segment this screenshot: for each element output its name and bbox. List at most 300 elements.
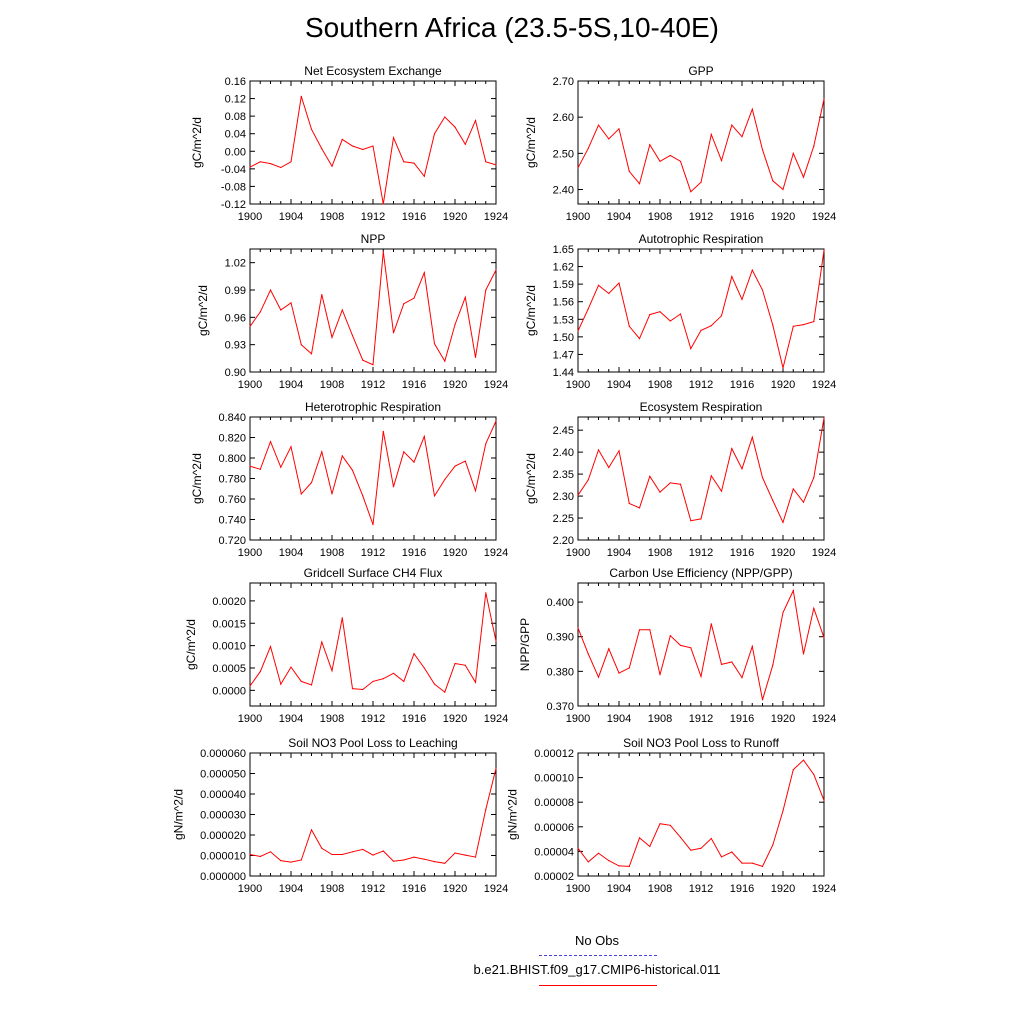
data-point (362, 849, 363, 850)
panel-title: Gridcell Surface CH4 Flux (303, 566, 443, 580)
x-tick-label: 1916 (401, 883, 427, 895)
y-tick-label: 0.0005 (212, 662, 246, 675)
data-point (465, 855, 466, 856)
x-tick-label: 1904 (606, 713, 632, 725)
x-tick-label: 1900 (565, 379, 591, 391)
x-tick-label: 1924 (811, 713, 837, 725)
x-tick-label: 1924 (483, 547, 509, 559)
data-point (444, 863, 445, 864)
x-tick-label: 1900 (237, 883, 263, 895)
data-point (270, 163, 271, 164)
y-axis-label: gC/m^2/d (190, 453, 204, 504)
data-point (413, 857, 414, 858)
panel-title: Autotrophic Respiration (638, 232, 764, 246)
data-point (342, 455, 343, 456)
x-tick-label: 1904 (278, 211, 304, 223)
x-tick-label: 1924 (483, 379, 509, 391)
data-point (608, 648, 609, 649)
x-tick-label: 1900 (237, 547, 263, 559)
data-point (680, 645, 681, 646)
data-point (639, 837, 640, 838)
data-point (321, 451, 322, 452)
data-point (772, 325, 773, 326)
data-point (752, 646, 753, 647)
y-tick-label: 0.000040 (200, 789, 246, 801)
x-tick-label: 1924 (811, 547, 837, 559)
data-point (639, 629, 640, 630)
data-point (711, 838, 712, 839)
x-tick-label: 1908 (647, 547, 673, 559)
data-point (670, 825, 671, 826)
data-point (649, 629, 650, 630)
data-point (649, 846, 650, 847)
y-tick-label: 2.20 (552, 535, 574, 547)
y-tick-label: 2.25 (552, 513, 574, 526)
data-point (731, 125, 732, 126)
data-point (649, 314, 650, 315)
data-point (711, 623, 712, 624)
y-tick-label: 0.370 (546, 701, 574, 713)
data-point (352, 145, 353, 146)
y-tick-label: 0.0000 (212, 685, 246, 698)
y-tick-label: 0.00006 (534, 821, 574, 834)
x-tick-label: 1924 (483, 883, 509, 895)
x-tick-label: 1924 (483, 211, 509, 223)
data-point (823, 637, 824, 638)
y-tick-label: 0.00008 (534, 797, 574, 810)
data-point (813, 321, 814, 322)
y-axis-label: gN/m^2/d (505, 789, 520, 840)
data-point (301, 96, 302, 97)
data-point (311, 684, 312, 685)
x-tick-label: 1916 (729, 379, 755, 391)
data-point (454, 663, 455, 664)
data-point (741, 677, 742, 678)
data-point (495, 641, 496, 642)
data-point (813, 608, 814, 609)
plot-frame (578, 417, 824, 540)
data-point (280, 684, 281, 685)
data-point (772, 665, 773, 666)
data-point (659, 823, 660, 824)
x-tick-label: 1920 (442, 379, 468, 391)
series-line (578, 591, 824, 700)
data-point (495, 768, 496, 769)
panel-title: Soil NO3 Pool Loss to Runoff (623, 736, 779, 750)
data-point (342, 854, 343, 855)
data-point (444, 692, 445, 693)
data-point (413, 163, 414, 164)
x-tick-label: 1904 (278, 883, 304, 895)
data-point (803, 502, 804, 503)
data-point (803, 760, 804, 761)
data-point (711, 475, 712, 476)
x-tick-label: 1904 (606, 211, 632, 223)
data-point (280, 467, 281, 468)
data-point (670, 155, 671, 156)
data-point (721, 664, 722, 665)
x-tick-label: 1904 (278, 713, 304, 725)
data-point (813, 477, 814, 478)
y-tick-label: 0.0015 (212, 618, 246, 631)
panel-10 (506, 736, 837, 895)
data-point (352, 688, 353, 689)
data-point (260, 161, 261, 162)
x-tick-label: 1916 (401, 547, 427, 559)
x-tick-label: 1912 (688, 211, 714, 223)
data-point (813, 146, 814, 147)
data-point (475, 120, 476, 121)
data-point (311, 482, 312, 483)
data-point (434, 495, 435, 496)
data-point (598, 449, 599, 450)
data-point (731, 276, 732, 277)
data-point (670, 320, 671, 321)
data-point (700, 848, 701, 849)
data-point (577, 848, 578, 849)
data-point (372, 145, 373, 146)
data-point (260, 856, 261, 857)
y-tick-label: 0.99 (224, 285, 246, 297)
panel-1 (190, 64, 508, 223)
x-tick-label: 1900 (565, 211, 591, 223)
data-point (803, 324, 804, 325)
data-point (321, 148, 322, 149)
x-tick-label: 1912 (360, 211, 386, 223)
data-point (741, 468, 742, 469)
data-point (598, 677, 599, 678)
data-point (680, 484, 681, 485)
y-tick-label: 0.00012 (534, 748, 574, 760)
x-tick-label: 1916 (401, 713, 427, 725)
data-point (588, 479, 589, 480)
series-line (250, 421, 496, 524)
x-tick-label: 1912 (360, 713, 386, 725)
plot-frame (250, 583, 496, 706)
figure-title: Southern Africa (23.5-5S,10-40E) (304, 12, 719, 43)
y-tick-label: 0.820 (218, 432, 246, 445)
x-tick-label: 1904 (278, 547, 304, 559)
x-tick-label: 1908 (319, 883, 345, 895)
data-point (659, 161, 660, 162)
y-tick-label: 0.000060 (200, 748, 246, 760)
data-point (495, 164, 496, 165)
series-line (578, 250, 824, 368)
y-tick-label: 0.400 (546, 597, 574, 610)
plot-frame (578, 81, 824, 204)
data-point (690, 647, 691, 648)
data-point (393, 137, 394, 138)
data-point (659, 492, 660, 493)
data-point (588, 148, 589, 149)
data-point (270, 646, 271, 647)
data-point (352, 470, 353, 471)
y-tick-label: 0.720 (218, 535, 246, 547)
y-tick-label: 1.44 (552, 367, 574, 379)
data-point (639, 183, 640, 184)
x-tick-label: 1920 (770, 211, 796, 223)
panel-7 (184, 566, 508, 725)
y-tick-label: 0.000000 (200, 871, 246, 883)
panel-title: Net Ecosystem Exchange (304, 64, 442, 78)
data-point (444, 116, 445, 117)
data-point (362, 360, 363, 361)
y-tick-label: 2.70 (552, 76, 574, 88)
y-tick-label: 0.16 (224, 76, 246, 88)
data-point (772, 844, 773, 845)
data-point (290, 446, 291, 447)
data-point (813, 774, 814, 775)
y-tick-label: 1.65 (552, 244, 574, 256)
data-point (700, 182, 701, 183)
data-point (372, 364, 373, 365)
x-tick-label: 1912 (688, 713, 714, 725)
x-tick-label: 1900 (565, 883, 591, 895)
data-point (321, 848, 322, 849)
y-tick-label: 0.12 (224, 93, 246, 106)
data-point (393, 332, 394, 333)
x-tick-label: 1916 (401, 379, 427, 391)
data-point (444, 479, 445, 480)
x-tick-label: 1912 (360, 379, 386, 391)
data-point (793, 488, 794, 489)
data-point (680, 313, 681, 314)
y-tick-label: 0.000050 (200, 768, 246, 781)
data-point (690, 520, 691, 521)
data-point (301, 681, 302, 682)
data-point (362, 495, 363, 496)
data-point (721, 315, 722, 316)
x-tick-label: 1916 (729, 211, 755, 223)
data-point (731, 661, 732, 662)
data-point (413, 462, 414, 463)
data-point (331, 337, 332, 338)
data-point (249, 685, 250, 686)
data-point (680, 837, 681, 838)
data-point (342, 139, 343, 140)
data-point (762, 866, 763, 867)
data-point (608, 138, 609, 139)
series-line (578, 760, 824, 866)
data-point (372, 681, 373, 682)
data-point (803, 653, 804, 654)
data-point (280, 860, 281, 861)
data-point (485, 592, 486, 593)
series-line (578, 418, 824, 523)
data-point (280, 309, 281, 310)
data-point (260, 311, 261, 312)
data-point (752, 270, 753, 271)
data-point (629, 866, 630, 867)
data-point (485, 809, 486, 810)
data-point (362, 689, 363, 690)
data-point (465, 144, 466, 145)
data-point (782, 612, 783, 613)
legend-obs-label: No Obs (574, 933, 620, 948)
data-point (495, 269, 496, 270)
data-point (372, 524, 373, 525)
y-tick-label: 0.93 (224, 339, 246, 352)
data-point (311, 353, 312, 354)
data-point (721, 491, 722, 492)
panel-5 (190, 400, 508, 559)
panel-8 (518, 566, 836, 725)
data-point (782, 810, 783, 811)
y-tick-label: 0.0010 (212, 640, 246, 653)
data-point (331, 166, 332, 167)
data-point (270, 851, 271, 852)
data-point (629, 326, 630, 327)
data-point (434, 343, 435, 344)
plot-frame (578, 753, 824, 876)
data-point (711, 325, 712, 326)
plot-frame (250, 81, 496, 204)
data-point (588, 653, 589, 654)
panel-title: Soil NO3 Pool Loss to Leaching (288, 736, 458, 750)
data-point (413, 653, 414, 654)
data-point (383, 203, 384, 204)
x-tick-label: 1924 (811, 379, 837, 391)
data-point (331, 493, 332, 494)
data-point (465, 297, 466, 298)
data-point (782, 367, 783, 368)
data-point (700, 518, 701, 519)
legend-model-label: b.e21.BHIST.f09_g17.CMIP6-historical.011 (473, 962, 721, 977)
y-tick-label: 1.56 (552, 296, 574, 309)
data-point (772, 500, 773, 501)
data-point (793, 326, 794, 327)
y-axis-label: gC/m^2/d (183, 619, 198, 670)
data-point (454, 852, 455, 853)
data-point (618, 282, 619, 283)
data-point (444, 361, 445, 362)
data-point (424, 176, 425, 177)
data-point (690, 850, 691, 851)
y-tick-label: 0.780 (218, 473, 246, 486)
x-tick-label: 1908 (319, 379, 345, 391)
data-point (301, 859, 302, 860)
panel-title: Heterotrophic Respiration (304, 400, 442, 414)
y-tick-label: 1.50 (552, 331, 574, 344)
data-point (721, 160, 722, 161)
data-point (290, 302, 291, 303)
legend-model-line (539, 985, 657, 986)
data-point (424, 436, 425, 437)
data-point (403, 859, 404, 860)
data-point (639, 338, 640, 339)
data-point (618, 128, 619, 129)
data-point (424, 272, 425, 273)
data-point (752, 437, 753, 438)
y-tick-label: 2.45 (552, 425, 574, 438)
data-point (434, 684, 435, 685)
data-point (424, 667, 425, 668)
data-point (393, 673, 394, 674)
y-tick-label: 0.00002 (534, 871, 574, 883)
data-point (403, 451, 404, 452)
data-point (577, 495, 578, 496)
data-point (577, 167, 578, 168)
x-tick-label: 1904 (278, 379, 304, 391)
x-tick-label: 1908 (319, 547, 345, 559)
data-point (321, 641, 322, 642)
data-point (342, 309, 343, 310)
y-axis-label: gC/m^2/d (196, 285, 211, 336)
y-axis-label: gC/m^2/d (190, 117, 204, 168)
x-tick-label: 1920 (442, 883, 468, 895)
x-tick-label: 1920 (770, 713, 796, 725)
data-point (690, 191, 691, 192)
data-point (424, 859, 425, 860)
data-point (588, 308, 589, 309)
data-point (475, 857, 476, 858)
data-point (618, 865, 619, 866)
data-point (793, 590, 794, 591)
data-point (331, 854, 332, 855)
data-point (608, 467, 609, 468)
y-tick-label: 2.30 (552, 491, 574, 504)
data-point (618, 450, 619, 451)
y-tick-label: 0.380 (546, 666, 574, 679)
data-point (249, 167, 250, 168)
x-tick-label: 1920 (442, 547, 468, 559)
panel-9 (171, 736, 508, 895)
data-point (639, 507, 640, 508)
data-point (290, 667, 291, 668)
y-axis-label: gC/m^2/d (524, 453, 539, 504)
x-tick-label: 1900 (237, 211, 263, 223)
x-tick-label: 1900 (237, 379, 263, 391)
data-point (659, 674, 660, 675)
data-point (649, 144, 650, 145)
data-point (270, 441, 271, 442)
data-point (260, 671, 261, 672)
x-tick-label: 1920 (770, 883, 796, 895)
data-point (280, 167, 281, 168)
data-point (485, 161, 486, 162)
data-point (598, 285, 599, 286)
x-tick-label: 1908 (647, 211, 673, 223)
data-point (741, 299, 742, 300)
y-tick-label: 0.740 (218, 514, 246, 527)
y-tick-label: 2.40 (552, 184, 574, 197)
data-point (762, 699, 763, 700)
data-point (793, 153, 794, 154)
data-point (311, 129, 312, 130)
data-point (588, 861, 589, 862)
data-point (670, 635, 671, 636)
data-point (383, 678, 384, 679)
x-tick-label: 1900 (565, 713, 591, 725)
data-point (249, 854, 250, 855)
x-tick-label: 1920 (442, 713, 468, 725)
data-point (690, 348, 691, 349)
panel-4 (524, 232, 836, 391)
y-tick-label: 0.96 (224, 312, 246, 325)
data-point (331, 670, 332, 671)
data-point (649, 476, 650, 477)
y-axis-label: gC/m^2/d (524, 285, 539, 336)
data-point (342, 617, 343, 618)
y-tick-label: 1.62 (552, 261, 574, 274)
data-point (577, 330, 578, 331)
x-tick-label: 1920 (770, 379, 796, 391)
y-tick-label: -0.12 (220, 199, 246, 211)
data-point (823, 250, 824, 251)
data-point (352, 335, 353, 336)
x-tick-label: 1916 (729, 713, 755, 725)
data-point (772, 180, 773, 181)
